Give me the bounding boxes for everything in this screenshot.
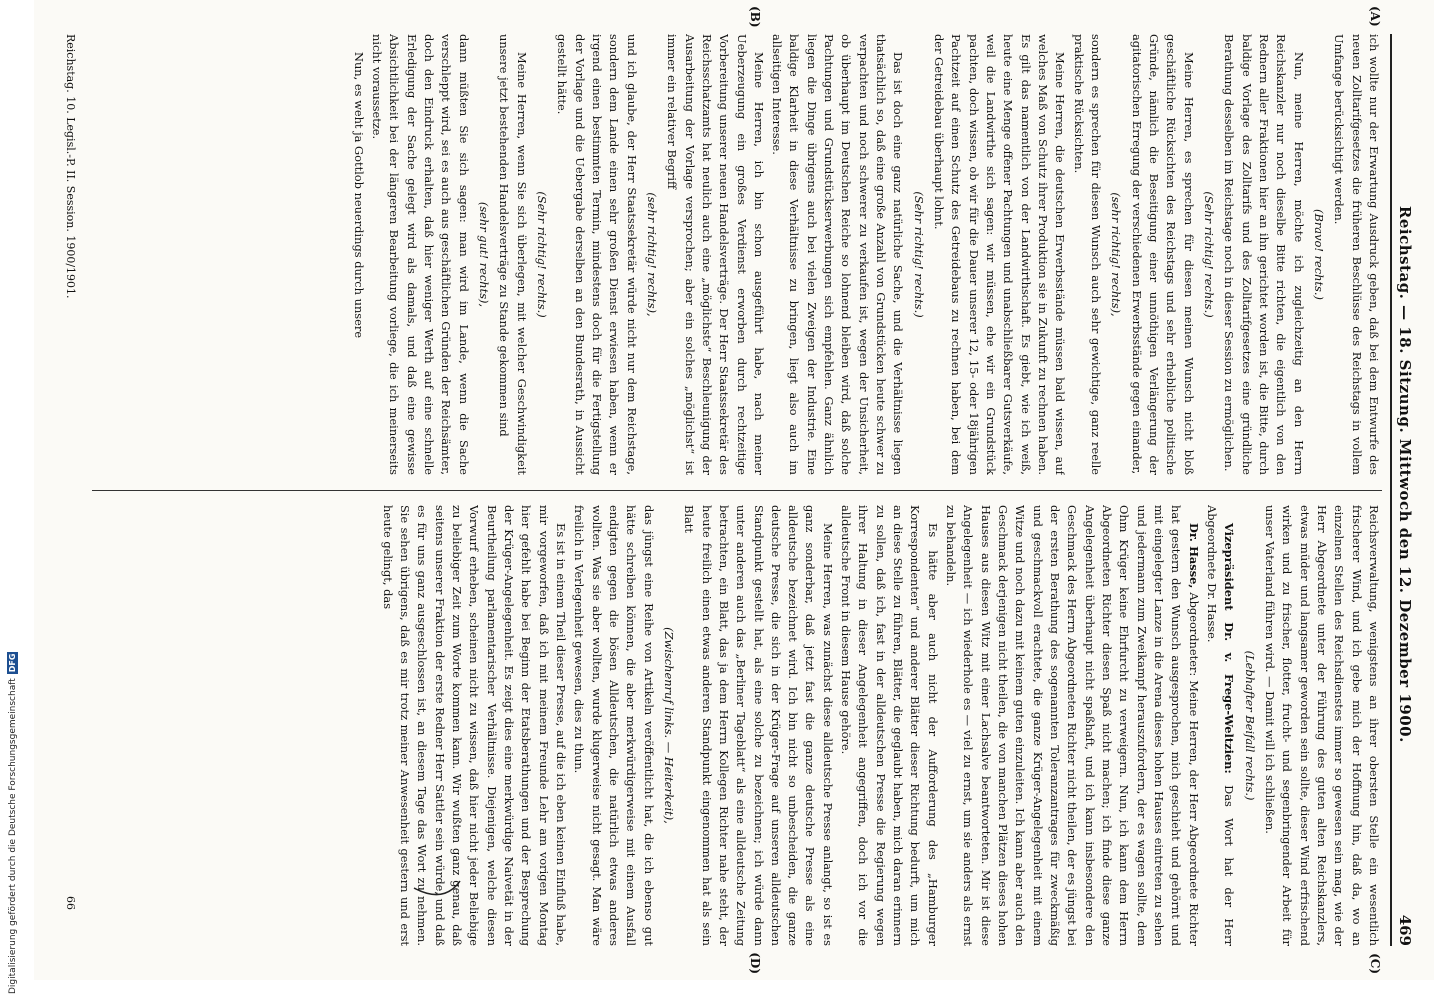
right-column: [92, 505, 1382, 946]
reaction: (Sehr richtig! rechts.): [911, 191, 926, 318]
reaction: (Zwischenruf links. — Heiterkeit),: [661, 627, 676, 824]
dfg-logo: DFG: [8, 653, 17, 673]
digitization-credit: [7, 652, 18, 994]
margin-marker-c: (C): [1368, 953, 1382, 974]
speaker-paragraph: [1203, 505, 1238, 946]
reaction: (Bravo! rechts.): [1312, 209, 1327, 300]
footer-page-number: 66: [64, 896, 77, 910]
column-divider: [92, 490, 1382, 491]
paragraph: Meine Herren, ich bin schon ausgeführt habe, nach meiner Ueberzeugung ein großes Verdienst erworben durch rechtzeitige Vorbereitung unserer neuen Handelsverträge. Der Herr Staatssekretär des Reichsschatzamts hat neulich auch eine „möglichste“ Beschleunigung der Ausarbeitung der Vorlage versprochen; aber ein solches „möglichst“ ist immer ein relativer Begriff: [665, 34, 766, 475]
footer-session: Reichstag. 10. Legisl.-P. II. Session. 1900/1901.: [64, 34, 77, 299]
speaker-text: Das Wort hat der Herr Abgeordnete Dr. Hasse.: [1205, 505, 1237, 946]
paragraph: Meine Herren, was zunächst diese alldeutsche Presse anlangt, so ist es ganz sonderbar, daß jetzt fast die ganze deutsche Presse als eine alldeutsche bezeichnet wird. Ich bin nicht so unbescheiden, die ganze deutsche Presse, die sich in der Krüger-Frage auf unseren alldeutschen Standpunkt gestellt hat, als eine solche zu bezeichnen; ich würde dann unter anderen auch das „Berliner Tageblatt“ als eine alldeutsche Zeitung betrachten, ein Blatt, das ja dem Herrn Kollegen Richter nahe steht, der heute freilich einen etwas anderen Standpunkt eingenommen hat als sein Blatt: [682, 505, 835, 946]
scanned-page: [34, 0, 1434, 980]
reaction: (sehr gut! rechts),: [476, 201, 491, 308]
reaction: (Sehr richtig! rechts.): [1202, 191, 1217, 318]
paragraph: Nun, meine Herren, möchte ich zugleichzeitig an den Herrn Reichskanzler nur noch dieselbe Bitte richten, die eigentlich von den Rednern aller Fraktionen hier an ihn gerichtet worden ist, die Bitte, durch baldige Vorlage des Zolltarifs und des Zolltarifgesetzes eine gründliche Berathung desselben im Reichstage noch in dieser Session zu ermöglichen.: [1222, 34, 1306, 475]
paragraph: dann müßten Sie sich sagen: man wird im Lande, wenn die Sache verschleppt wird, sei es auch aus geschäftlichen Gründen der Reichsämter, doch den Eindruck erhalten, daß hier weniger Werth auf eine schnelle Erledigung der Sache gelegt wird als damals, und daß eine gewisse Absichtlichkeit bei der längeren Bearbeitung vorliege, die ich meinerseits nicht voraussetze.: [369, 34, 471, 475]
left-column: [92, 34, 1382, 475]
speaker-name: Vizepräsident Dr. v. Frege-Weltzien:: [1222, 523, 1237, 774]
reaction: (Sehr richtig! rechts.): [534, 191, 549, 318]
text-columns: [92, 6, 1382, 974]
paragraph: Meine Herren, es sprechen für diesen meinen Wunsch nicht bloß geschäftliche Rücksichten des Reichstags und sehr erhebliche politische Gründe, nämlich die Beseitigung einer unnöthigen Verlängerung der agitatorischen Erregung der verschiedenen Erwerbsstände gegen einander,: [1129, 34, 1196, 475]
margin-marker-d: (D): [748, 952, 762, 974]
reaction: (Lebhafter Beifall rechts.): [1242, 650, 1257, 801]
paragraph: ich wollte nur der Erwartung Ausdruck geben, daß bei dem Entwurfe des neuen Zolltarifgesetzes die früheren Beschlüsse des Reichstags in vollem Umfange berücksichtigt werden.: [1332, 34, 1381, 475]
paragraph: Es ist in einem Theil dieser Presse, auf die ich eben keinen Einfluß habe, mir vorgeworfen, daß ich mit meinem Freunde Lehr am vorigen Montag hier gefehlt habe bei Beginn der Etatsberathungen und der Besprechung der Krüger-Angelegenheit. Es zeigt dies eine merkwürdige Naivetät in der Beurtheilung parlamentarischer Verhältnisse. Diejenigen, welche diesen Vorwurf erheben, scheinen nicht zu wissen, daß hier nicht jeder Beliebige zu beliebiger Zeit zum Worte kommen kann. Wir wußten ganz genau, daß seitens unserer Fraktion der erste Redner Herr Sattler sein würde, und daß es für uns ganz ausgeschlossen ist, an diesem Tage das Wort zu nehmen. Sie sehen übrigens, daß es mir trotz meiner Anwesenheit gestern und erst heute gelingt, das: [380, 505, 568, 946]
paragraph: Meine Herren, die deutschen Erwerbsstände müssen bald wissen, auf welches Maß von Schutz ihrer Produktion sie in Zukunft zu rechnen haben. Es gilt das namentlich von der Landwirthschaft. Es giebt, wie ich weiß, heute eine Menge offener Pachtungen und unabschließbarer Gutsverkäufe, weil die Landwirthe sich sagen: wir müssen, ehe wir ein Grundstück pachten, doch wissen, ob wir für die Dauer unserer 12, 15- oder 18jährigen Pachtzeit auf einen Schutz des Getreidebaus zu rechnen haben, bei dem der Getreidebau überhaupt lohnt.: [932, 34, 1068, 475]
page-number: 469: [1396, 914, 1414, 946]
speaker-text: Abgeordneter: Meine Herren, der Herr Abgeordnete Richter hat gestern den Wunsch ausgesprochen, mich geschieht und gehörnt und mit eingelegter Lanze in die Arena dieses hohen Hauses eintreten zu sehen und jedermann zum Zweikampf herauszufordern, der es wagen sollte, dem Ohm Krüger keine Ehrfurcht zu verweigern. Nun, ich kann dem Herrn Abgeordneten Richter diesen Spaß nicht machen; ich finde diese ganze Angelegenheit überhaupt nicht spaßhaft, und ich kann insbesondere den Geschmack des Herrn Abgeordneten Richter nicht theilen, der es jüngst bei der ersten Berathung des sogenannten Toleranzantrages für zweckmäßig und geschmackvoll erachtete, die ganze Krüger-Angelegenheit mit einem Witze und noch dazu mit keinem guten einzuleiten. Ich kann aber auch den Geschmack derjenigen nicht theilen, die von manchen Plätzen dieses hohen Hauses aus diesen Witz mit einer Lachsalve beantworteten. Mir ist diese Angelegenheit — ich wiederhole es — viel zu ernst, um sie anders als ernst zu behandeln.: [944, 505, 1201, 946]
pencil-mark-icon: [412, 876, 462, 906]
paragraph: das jüngst eine Reihe von Artikeln veröffentlicht hat, die ich ebenso gut hätte schreiben können, die aber merkwürdigerweise mit einem Ausfall endigten gegen die bösen Alldeutschen, die natürlich etwas anderes wollten. Was sie aber wollten, wurde klugerweise nicht gesagt. Man wäre freilich in Verlegenheit gewesen, dies zu thun.: [572, 505, 656, 946]
paragraph: Meine Herren, wenn Sie sich überlegen, mit welcher Geschwindigkeit unsere jetzt bestehenden Handelsverträge zu Stande gekommen sind: [497, 34, 529, 475]
paragraph: sondern es sprechen für diesen Wunsch auch sehr gewichtige, ganz reelle praktische Rücksichten.: [1071, 34, 1104, 475]
page-header: [1390, 34, 1414, 946]
running-head: Reichstag. — 18. Sitzung. Mittwoch den 12. Dezember 1900.: [1396, 205, 1414, 743]
margin-marker-a: (A): [1368, 6, 1382, 27]
paragraph: und ich glaube, der Herr Staatssekretär würde nicht nur dem Reichstage, sondern dem Lande einen sehr großen Dienst erwiesen haben, wenn er irgend einen bestimmten Termin, mindestens doch für die Fertigstellung der Vorlage und die Uebergabe derselben an den Bundesrath, in Aussicht gestellt hätte.: [555, 34, 639, 475]
speaker-paragraph: [942, 505, 1202, 946]
speaker-name: Dr. Hasse,: [1186, 523, 1201, 589]
paragraph: Reichsverwaltung, wenigstens an ihrer obersten Stelle ein wesentlich frischerer Wind, und ich gebe mich der Hoffnung hin, daß da, wo an einzelnen Stellen des Reichsdienstes immer so gewesen sein mag, wie der Herr Abgeordnete unter der Führung des guten alten Reichskanzlers, etwas müder und langsamer geworden sein sollte, dieser Wind erfrischend wirken und zu frischer, flotter, frucht- und segenbringender Arbeit für unser Vaterland führen wird. — Damit will ich schließen.: [1263, 505, 1381, 946]
reaction: (sehr richtig! rechts),: [1109, 192, 1124, 317]
credit-text: Digitalisierung gefördert durch die Deutsche Forschungsgemeinschaft: [7, 678, 18, 994]
paragraph: Das ist doch eine ganz natürliche Sache, und die Verhältnisse liegen thatsächlich so, daß eine große Anzahl von Grundstücken heute schwer zu verpachten und noch schwerer zu verkaufen ist, wegen der Unsicherheit, ob überhaupt im Deutschen Reiche so lohnend bleiben wird, daß solche Pachtungen und Grundstückserwerbungen sich empfehlen. Ganz ähnlich liegen die Dinge übrigens auch bei vielen Zweigen der Industrie. Eine baldige Klarheit in diese Verhältnisse zu bringen, liegt also auch im allseitigen Interesse.: [770, 34, 906, 475]
margin-marker-b: (B): [748, 6, 762, 28]
reaction: (sehr richtig! rechts),: [644, 192, 659, 317]
paragraph: Nun, es weht ja Gottlob neuerdings durch unsere: [351, 52, 366, 339]
paragraph: Es hätte aber auch nicht der Aufforderung des „Hamburger Korrespondenten“ und anderer Blätter dieser Richtung bedurft, um mich an diese Stelle zu führen, Blätter, die geglaubt haben, mich daran erinnern zu sollen, daß ich, fast in der alldeutschen Presse die Regierung wegen ihrer Haltung in dieser Angelegenheit angegriffen, doch ich vor die alldeutsche Front in diesem Hause gehöre.: [839, 505, 940, 946]
